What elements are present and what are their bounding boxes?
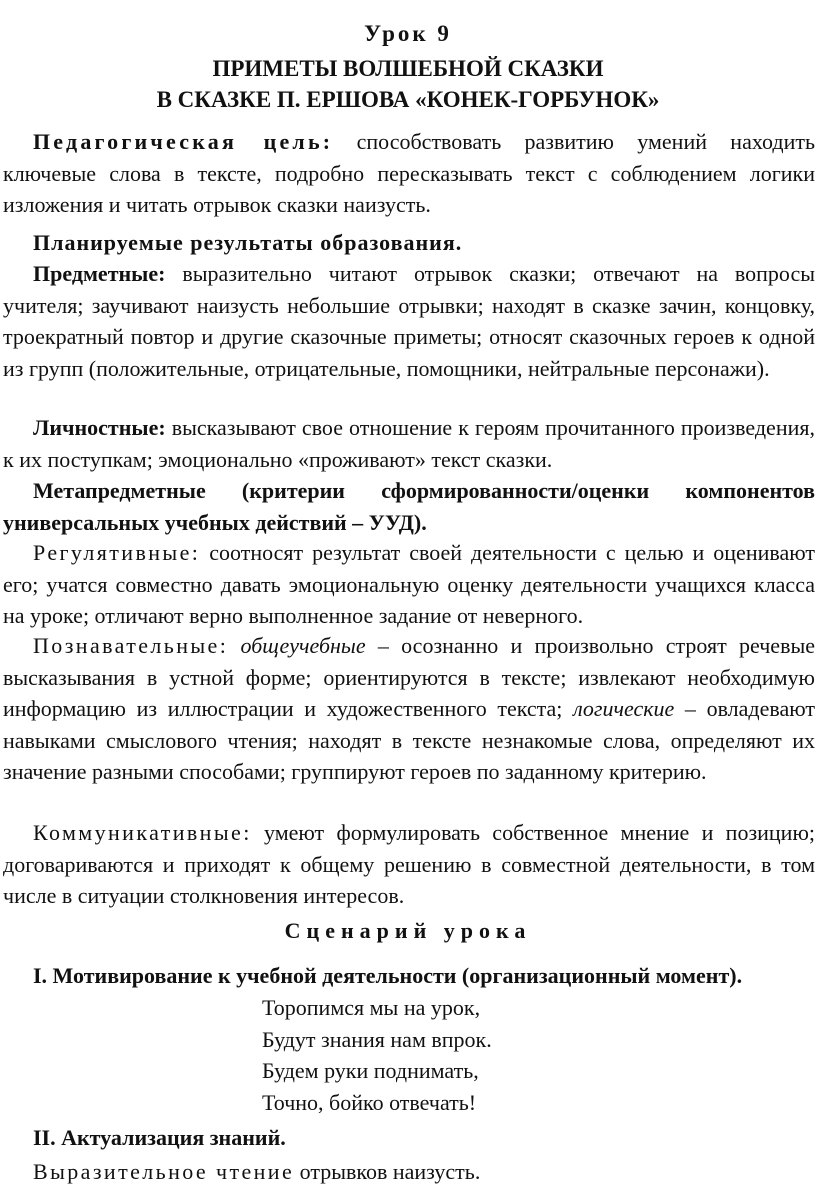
section-1-heading	[3, 960, 815, 992]
lesson-title-line2: В СКАЗКЕ П. ЕРШОВА «КОНЕК-ГОРБУНОК»	[156, 87, 660, 112]
meta-heading-text: Метапредметные (критерии сформированности/оценки компонентов универсальных учебных действий – УУД).	[3, 478, 815, 535]
poem	[262, 992, 492, 1118]
expressive-reading	[3, 1156, 815, 1188]
expressive-reading-text: отрывков наизусть.	[294, 1159, 481, 1184]
subject-results-text: выразительно читают отрывок сказки; отвечают на вопросы учителя; заучивают наизусть небольшие отрывки; находят в сказке зачин, концовку, троекратный повтор и другие сказочные приметы; относят сказочных героев к одной из групп (положительные, отрицательные, помощники, нейтральные персонажи).	[3, 261, 815, 381]
results-heading	[3, 227, 815, 259]
poem-line: Будут знания нам впрок.	[262, 1026, 492, 1052]
communicative-results-text: умеют формулировать собственное мнение и позицию; договариваются и приходят к общему решению в совместной деятельности, в том числе в ситуации столкновения интересов.	[3, 820, 815, 908]
pedagogical-goal-text: способствовать развитию умений находить ключевые слова в тексте, подробно пересказывать текст с соблюдением логики изложения и читать отрывок сказки наизусть.	[3, 129, 815, 217]
subject-results	[3, 258, 815, 384]
cognitive-logical-text: – овладевают навыками смыслового чтения; находят в тексте незнакомые слова, определяют их значение разными способами; группируют героев по заданному критерию.	[3, 696, 815, 784]
cognitive-results-label: Познавательные:	[33, 633, 229, 658]
section-1-heading-text: I. Мотивирование к учебной деятельности (организационный момент).	[33, 963, 743, 988]
section-2-heading-text: II. Актуализация знаний.	[33, 1125, 286, 1150]
cognitive-results	[3, 630, 815, 788]
regulative-results	[3, 537, 815, 632]
results-heading-text: Планируемые результаты образования.	[33, 230, 463, 255]
personal-results	[3, 412, 815, 475]
lesson-number: Урок 9	[364, 21, 452, 46]
cognitive-general-label: общеучебные	[240, 633, 366, 658]
communicative-results-label: Коммуникативные:	[33, 820, 252, 845]
expressive-reading-label: Выразительное чтение	[33, 1159, 295, 1184]
subject-results-label: Предметные:	[33, 261, 166, 286]
cognitive-logical-label: логические	[573, 696, 675, 721]
regulative-results-text: соотносят результат своей деятельности с целью и оценивают его; учатся совместно давать эмоциональную оценку деятельности учащихся класса на уроке; отличают верно выполненное задание от неверного.	[3, 540, 815, 628]
personal-results-label: Личностные:	[33, 415, 166, 440]
poem-line: Торопимся мы на урок,	[262, 995, 481, 1020]
poem-line: Будем руки поднимать,	[262, 1058, 479, 1083]
pedagogical-goal	[3, 126, 815, 221]
scenario-heading: Сценарий урока	[284, 918, 532, 943]
communicative-results	[3, 817, 815, 912]
meta-heading	[3, 475, 815, 538]
regulative-results-label: Регулятивные:	[33, 540, 201, 565]
personal-results-text: высказывают свое отношение к героям прочитанного произведения, к их поступкам; эмоционально «проживают» текст сказки.	[3, 415, 815, 472]
cognitive-general-text: – осознанно и произвольно строят речевые высказывания в устной форме; ориентируются в тексте; извлекают необходимую информацию из иллюстрации и художественного текста;	[3, 633, 816, 721]
pedagogical-goal-label: Педагогическая цель:	[33, 129, 334, 154]
poem-line: Точно, бойко отвечать!	[262, 1089, 477, 1115]
lesson-title-line1: ПРИМЕТЫ ВОЛШЕБНОЙ СКАЗКИ	[212, 56, 604, 81]
section-2-heading	[3, 1122, 815, 1154]
